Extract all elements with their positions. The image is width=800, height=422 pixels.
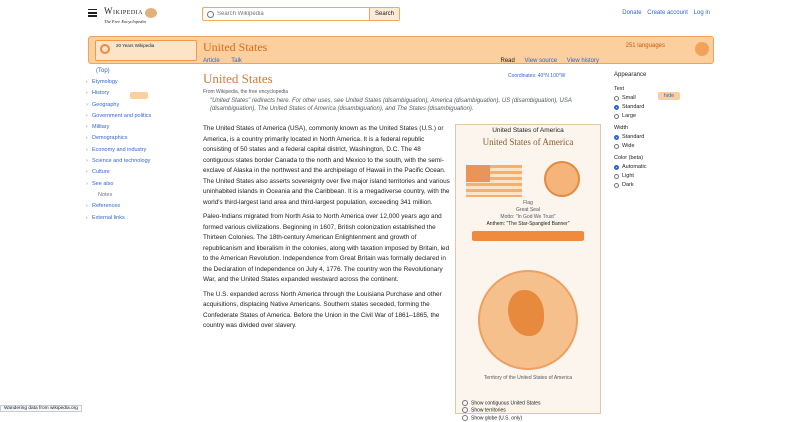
appearance-hide-button[interactable]	[658, 92, 680, 100]
page-tabs	[203, 58, 599, 64]
map-option[interactable]	[462, 400, 541, 407]
option-label: Automatic	[622, 164, 647, 170]
status-bar-link: Wandering data from wikipedia.org	[0, 405, 82, 412]
toc-item[interactable]	[88, 79, 188, 85]
search-input[interactable]	[217, 9, 365, 18]
chevron-right-icon[interactable]: ›	[86, 203, 88, 210]
infobox-title: United States of America	[492, 127, 564, 134]
user-links	[618, 10, 710, 16]
chevron-right-icon[interactable]: ›	[86, 146, 88, 153]
radio-selected-icon	[614, 165, 619, 170]
radio-selected-icon	[614, 135, 619, 140]
globe-caption: Territory of the United States of America	[483, 375, 573, 381]
chevron-right-icon[interactable]: ›	[86, 90, 88, 97]
flag-image[interactable]	[466, 165, 522, 197]
infobox-name: United States of America	[482, 137, 574, 147]
option-label: Wide	[622, 143, 635, 149]
radio-icon	[462, 415, 468, 421]
toc-item-label: Notes	[98, 191, 113, 198]
history-paragraph: Paleo-Indians migrated from North Asia to North America over 12,000 years ago and formed various civilizations. Beginning in 1607, British colonization established the Thirteen Colonies. The 18th-century American Enlightenment and growth of republicanism and liberalism in the colonies, along with taxation imposed by Britain, led to the American Revolution. Independence from Great Britain was formally declared in the Declaration of Independence on July 4, 1776. The country won the Revolutionary War, and the United States expanded westward across the continent.	[203, 213, 450, 283]
chevron-right-icon[interactable]: ›	[86, 169, 88, 176]
width-group	[614, 125, 684, 149]
option-label: Large	[622, 113, 637, 119]
language-button[interactable]: 251 languages	[625, 43, 665, 49]
option-label: Small	[622, 95, 636, 101]
toc-item[interactable]	[88, 169, 188, 175]
chevron-right-icon[interactable]: ›	[86, 180, 88, 187]
text-large-option[interactable]	[614, 113, 684, 119]
toc-item-label: References	[92, 203, 121, 210]
radio-icon	[462, 407, 468, 413]
search-box	[202, 7, 400, 21]
radio-icon	[614, 183, 619, 188]
text-size-group	[614, 86, 684, 119]
seal-caption: Great Seal	[516, 207, 540, 213]
color-light-option[interactable]	[614, 173, 684, 179]
toc-item[interactable]	[88, 147, 188, 153]
option-label: Standard	[622, 104, 645, 110]
option-label: Standard	[622, 134, 645, 140]
toc-item[interactable]	[88, 135, 188, 141]
width-wide-option[interactable]	[614, 143, 684, 149]
toc-item-label: History	[92, 90, 110, 97]
chevron-right-icon[interactable]: ›	[86, 135, 88, 142]
width-standard-option[interactable]	[614, 134, 684, 140]
radio-icon	[614, 144, 619, 149]
chevron-right-icon[interactable]: ›	[86, 79, 88, 85]
close-icon[interactable]	[695, 42, 709, 56]
map-option[interactable]	[462, 415, 541, 422]
toc-item-label: Demographics	[92, 135, 128, 142]
toc-item[interactable]	[88, 203, 188, 209]
appearance-hide-label: hide	[663, 93, 675, 99]
toc-item-label: Geography	[92, 101, 120, 108]
login-link[interactable]: Log in	[693, 10, 710, 16]
wikipedia-logo[interactable]	[104, 6, 157, 24]
anthem: Anthem: "The Star-Spangled Banner"	[486, 221, 570, 227]
infobox	[455, 124, 601, 421]
toc-item-label: Science and technology	[92, 158, 151, 165]
tab-view-history[interactable]: View history	[566, 58, 599, 64]
anniversary-icon	[100, 44, 110, 54]
toc-top-link[interactable]: (Top)	[96, 68, 110, 74]
toc-item-label: Etymology	[92, 79, 118, 85]
globe-map[interactable]	[478, 270, 578, 370]
text-size-label: Text	[614, 86, 625, 92]
toc-item-label: See also	[92, 180, 114, 187]
map-options	[462, 400, 541, 422]
audio-player[interactable]	[472, 231, 584, 241]
toc-hide-button[interactable]	[130, 92, 148, 99]
from-wikipedia: From Wikipedia, the free encyclopedia	[203, 89, 289, 95]
color-label: Color (beta)	[614, 155, 644, 161]
option-label: Light	[622, 173, 634, 179]
chevron-right-icon[interactable]: ›	[86, 101, 88, 108]
banner-title: United States	[203, 40, 268, 54]
lead-paragraph: The United States of America (USA), commonly known as the United States (U.S.) or America, is a country primarily located in North America. It is a federal republic consisting of 50 states and a federal capital district, Washington, D.C. The 48 contiguous states border Canada to the north and Mexico to the south, with the semi-exclave of Alaska in the northwest and the archipelago of Hawaii in the Pacific Ocean. The United States also asserts sovereignty over five major island territories and various uninhabited islands in Oceania and the Caribbean. It is a megadiverse country, with the world's third-largest land area and third-largest population, exceeding 341 million.	[203, 125, 450, 206]
motto: Motto: "In God We Trust"	[500, 214, 556, 220]
radio-selected-icon	[614, 105, 619, 110]
coordinates-link[interactable]: Coordinates: 40°N 100°W	[508, 73, 566, 79]
search-icon	[207, 11, 214, 18]
toc-item[interactable]	[88, 102, 188, 108]
radio-icon	[614, 96, 619, 101]
page-title: United States	[203, 71, 273, 86]
toc-item[interactable]	[88, 158, 188, 164]
chevron-right-icon[interactable]: ›	[86, 214, 88, 221]
main-menu-icon[interactable]	[88, 9, 97, 17]
color-dark-option[interactable]	[614, 182, 684, 188]
radio-icon	[614, 174, 619, 179]
toc-item-label: Government and politics	[92, 112, 152, 119]
logo-title: Wikipedia	[104, 6, 143, 16]
width-label: Width	[614, 125, 629, 131]
site-header	[0, 0, 800, 30]
color-automatic-option[interactable]	[614, 164, 684, 170]
banner-promo-text: 20 Years Wikipedia	[116, 43, 155, 48]
option-label: Dark	[622, 182, 634, 188]
toc-item-label: Military	[92, 124, 110, 131]
toc-item[interactable]	[88, 113, 188, 119]
expansion-paragraph: The U.S. expanded across North America through the Louisiana Purchase and other acquisitions, displacing Native Americans. Southern states seceded, forming the Confederate States of America. Before the Union in the Civil War of 1861–1865, the country was divided over slavery.	[203, 290, 442, 329]
create-account-link[interactable]: Create account	[647, 10, 688, 16]
appearance-title: Appearance	[614, 72, 647, 78]
article-body	[203, 124, 451, 336]
toc-item-label: External links	[92, 214, 125, 221]
map-option-label: Show contiguous United States	[471, 400, 541, 407]
map-option-label: Show globe (U.S. only)	[471, 414, 523, 421]
flag-caption: Flag	[523, 200, 533, 206]
tab-article[interactable]: Article	[203, 58, 220, 64]
chevron-right-icon[interactable]: ›	[86, 158, 88, 165]
chevron-right-icon[interactable]: ›	[86, 124, 88, 131]
banner-promo[interactable]	[95, 40, 197, 61]
seal-image[interactable]	[544, 161, 580, 197]
logo-tagline: The Free Encyclopedia	[104, 18, 146, 24]
toc-item[interactable]	[88, 192, 188, 198]
chevron-right-icon[interactable]: ›	[86, 112, 88, 119]
tab-view-source[interactable]: View source	[524, 58, 558, 64]
toc-item-label: Culture	[92, 169, 110, 176]
appearance-panel	[614, 72, 684, 191]
radio-icon	[614, 114, 619, 119]
hatnote: "United States" redirects here. For other uses, see United States (disambiguation), America (disambiguation), US (disambiguation), USA (disambiguation), The United States of America (disambiguation), and The States (disambiguation).	[210, 98, 572, 112]
map-option-label: Show territories	[471, 407, 506, 414]
toc-item-label: Economy and industry	[92, 146, 147, 153]
radio-icon	[462, 400, 468, 406]
toc-item[interactable]	[88, 181, 188, 187]
color-group	[614, 155, 684, 188]
toc-item[interactable]	[88, 124, 188, 130]
tab-read[interactable]: Read	[500, 58, 515, 64]
donate-link[interactable]: Donate	[622, 10, 642, 16]
search-button[interactable]: Search	[369, 8, 399, 20]
toc-item[interactable]	[88, 215, 188, 221]
text-standard-option[interactable]	[614, 104, 684, 110]
globe-icon	[145, 8, 157, 18]
tab-talk[interactable]: Talk	[231, 58, 242, 64]
